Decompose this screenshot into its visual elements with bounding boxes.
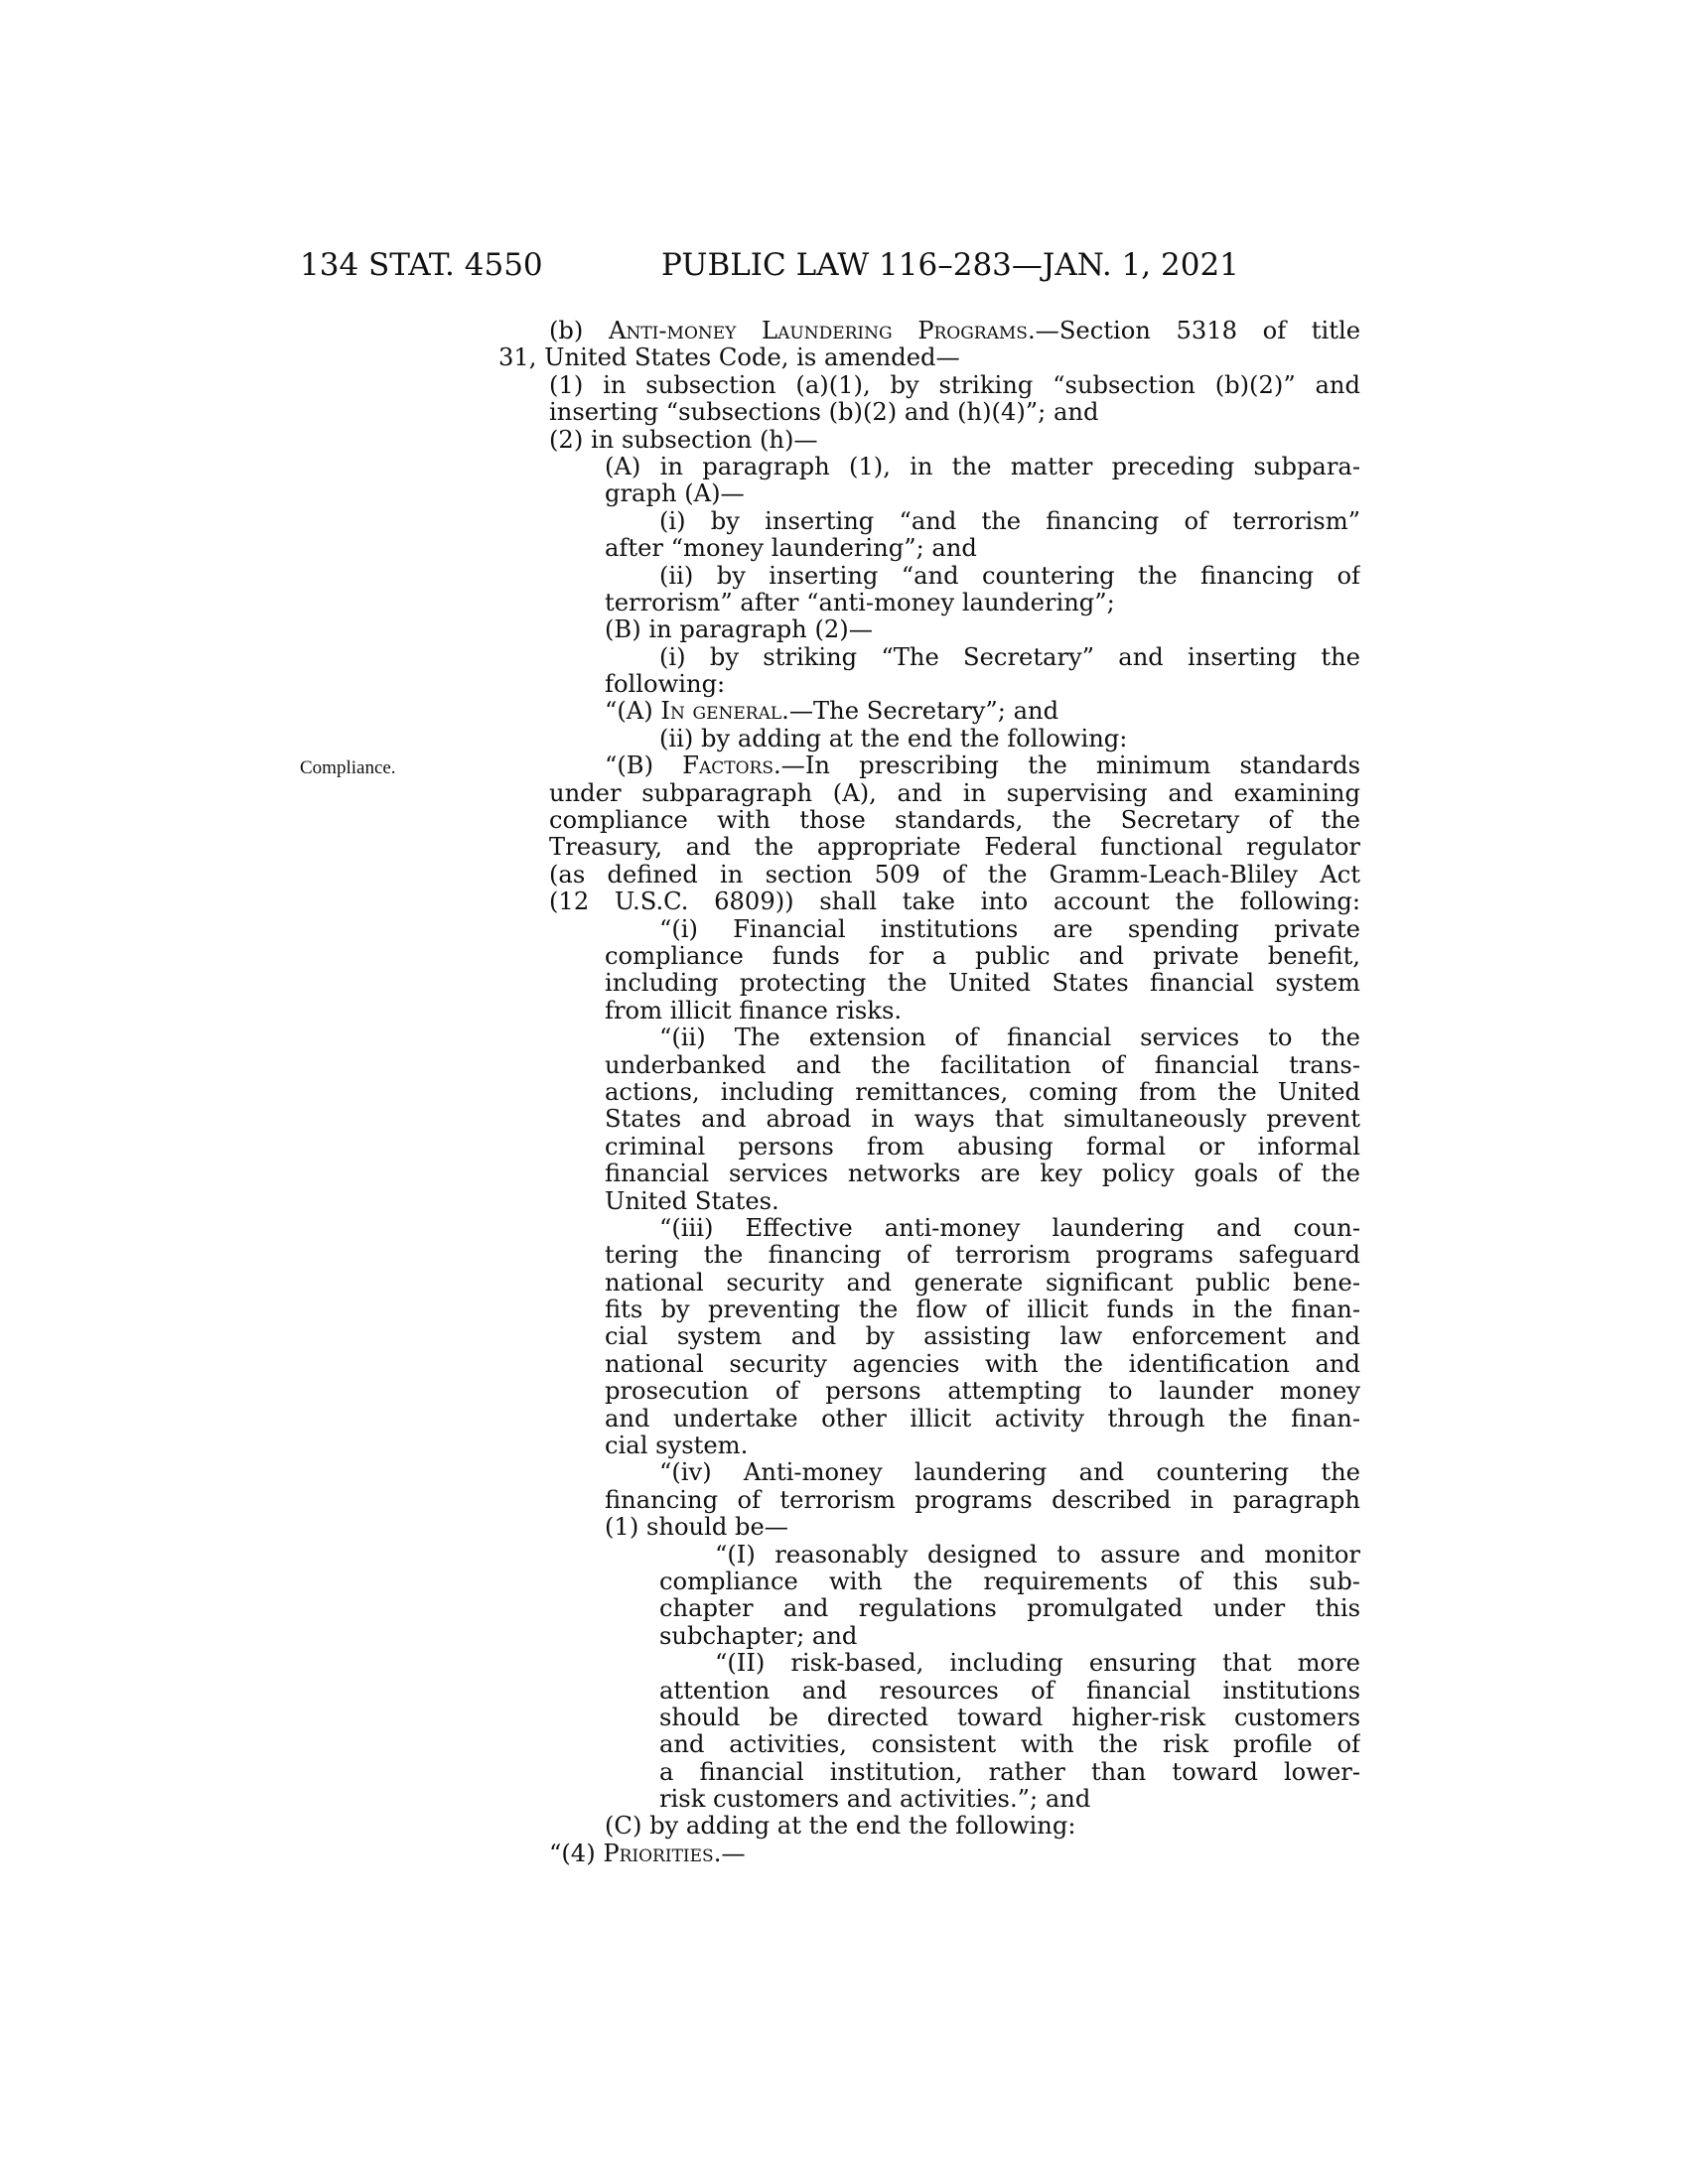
stat-reference: 134 STAT. 4550	[300, 247, 543, 283]
public-law-title: PUBLIC LAW 116–283—JAN. 1, 2021	[661, 247, 1239, 283]
text-line: a financial institution, rather than toward lower-	[659, 1758, 1360, 1786]
text-line: (1) in subsection (a)(1), by striking “subsection (b)(2)” and	[549, 371, 1360, 399]
text-line: compliance with those standards, the Secretary of the	[549, 807, 1360, 835]
text-line: including protecting the United States financial system	[605, 970, 1360, 998]
heading-priorities: Priorities	[603, 1839, 714, 1867]
text-line: financing of terrorism programs described in paragraph	[605, 1486, 1360, 1514]
text-line: compliance with the requirements of this sub-	[659, 1568, 1360, 1595]
text-line: (1) should be—	[605, 1513, 788, 1542]
page-header	[300, 245, 1239, 285]
text-line: (ii) by inserting “and countering the financing of	[659, 562, 1360, 590]
text-line: national security agencies with the identification and	[605, 1350, 1360, 1378]
text-line: “(A) In general.—The Secretary”; and	[605, 697, 1059, 726]
text-line: (A) in paragraph (1), in the matter preceding subpara-	[605, 453, 1360, 480]
text-line: underbanked and the facilitation of financial trans-	[605, 1051, 1360, 1079]
text-line: subchapter; and	[659, 1621, 858, 1650]
statute-text	[498, 318, 1360, 1867]
text-line: (i) by inserting “and the financing of terrorism”	[659, 507, 1360, 535]
text-line: tering the financing of terrorism programs safeguard	[605, 1242, 1360, 1270]
text-line: (i) by striking “The Secretary” and inserting the	[659, 643, 1360, 671]
text-line: (12 U.S.C. 6809)) shall take into account the following:	[549, 888, 1360, 916]
text-line: (b) Anti-money Laundering Programs.—Section 5318 of title	[549, 318, 1360, 344]
text-line: inserting “subsections (b)(2) and (h)(4)”; and	[549, 398, 1099, 427]
text-line: and undertake other illicit activity through the finan-	[605, 1405, 1360, 1433]
text-line: risk customers and activities.”; and	[659, 1785, 1091, 1814]
text-line: under subparagraph (A), and in supervising and examining	[549, 779, 1360, 807]
text-line: (ii) by adding at the end the following:	[659, 724, 1128, 752]
text-line: “(I) reasonably designed to assure and monitor	[715, 1541, 1360, 1569]
text-line: following:	[605, 670, 726, 699]
text-line: actions, including remittances, coming from the United	[605, 1078, 1360, 1106]
text-line: “(II) risk-based, including ensuring that more	[715, 1650, 1360, 1678]
text-line: from illicit finance risks.	[605, 996, 903, 1024]
text-line: financial services networks are key policy goals of the	[605, 1160, 1360, 1188]
text-line: (B) in paragraph (2)—	[605, 615, 873, 644]
text-line: (C) by adding at the end the following:	[605, 1812, 1076, 1841]
text-line: chapter and regulations promulgated under this	[659, 1595, 1360, 1623]
text-line: “(4) Priorities.—	[549, 1839, 746, 1867]
text-line: national security and generate significant public bene-	[605, 1269, 1360, 1297]
text-line: graph (A)—	[605, 479, 745, 508]
text-line: and activities, consistent with the risk profile of	[659, 1731, 1360, 1759]
text-line: criminal persons from abusing formal or informal	[605, 1133, 1360, 1160]
text-line: Treasury, and the appropriate Federal functional regulator	[549, 834, 1360, 862]
text-line: cial system.	[605, 1432, 749, 1460]
text-line: “(iii) Effective anti-money laundering and coun-	[659, 1214, 1360, 1242]
text-line: “(i) Financial institutions are spending private	[659, 915, 1360, 943]
text-line: prosecution of persons attempting to launder money	[605, 1378, 1360, 1406]
text-line: States and abroad in ways that simultaneously prevent	[605, 1106, 1360, 1134]
text-line: “(iv) Anti-money laundering and countering the	[659, 1459, 1360, 1487]
text-line: fits by preventing the flow of illicit funds in the finan-	[605, 1297, 1360, 1324]
text-line: after “money laundering”; and	[605, 534, 977, 563]
text-line: attention and resources of financial institutions	[659, 1677, 1360, 1705]
text-line: United States.	[605, 1186, 779, 1215]
text-line: (2) in subsection (h)—	[549, 425, 818, 454]
heading-in-general: In general	[660, 697, 782, 726]
heading-anti-money-laundering-programs: Anti-money Laundering Programs	[608, 318, 1028, 344]
text-line: “(B) Factors.—In prescribing the minimum standards	[605, 752, 1360, 780]
text-line: terrorism” after “anti-money laundering”;	[605, 588, 1115, 616]
heading-factors: Factors	[682, 752, 774, 780]
text-line: compliance funds for a public and private benefit,	[605, 942, 1360, 970]
text-line: “(ii) The extension of financial services to the	[659, 1024, 1360, 1052]
text-line: should be directed toward higher-risk customers	[659, 1704, 1360, 1731]
text-line: 31, United States Code, is amended—	[498, 343, 960, 372]
text-line: (as defined in section 509 of the Gramm-Leach-Bliley Act	[549, 861, 1360, 888]
margin-note: Compliance.	[300, 757, 396, 778]
text-line: cial system and by assisting law enforcement and	[605, 1323, 1360, 1351]
